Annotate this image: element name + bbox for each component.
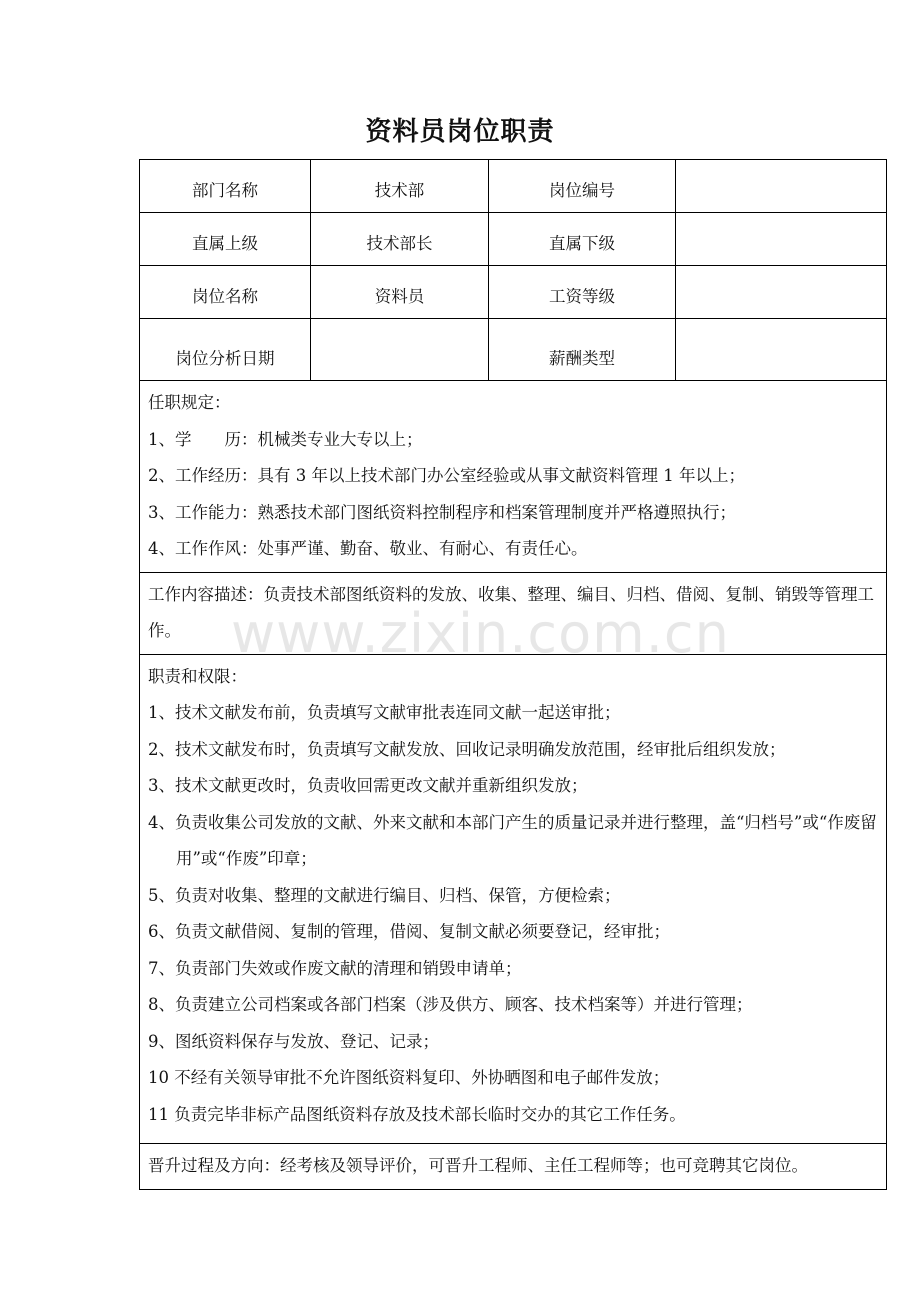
label-direct-superior: 直属上级 bbox=[140, 213, 311, 266]
value-position-number bbox=[676, 160, 887, 213]
responsibility-item: 10 不经有关领导审批不允许图纸资料复印、外协晒图和电子邮件发放； bbox=[148, 1068, 670, 1087]
value-department-name: 技术部 bbox=[311, 160, 489, 213]
responsibilities-heading: 职责和权限： bbox=[148, 666, 247, 686]
qualification-item: 3、工作能力：熟悉技术部门图纸资料控制程序和档案管理制度并严格遵照执行； bbox=[148, 502, 736, 522]
promotion-text: 晋升过程及方向：经考核及领导评价，可晋升工程师、主任工程师等；也可竞聘其它岗位。 bbox=[148, 1156, 808, 1175]
label-compensation-type: 薪酬类型 bbox=[489, 319, 676, 381]
responsibility-item: 4、负责收集公司发放的文献、外来文献和本部门产生的质量记录并进行整理，盖“归档号”或“作废留用”或“作废”印章； bbox=[148, 812, 877, 868]
qualification-item: 4、工作作风：处事严谨、勤奋、敬业、有耐心、有责任心。 bbox=[148, 539, 588, 558]
work-description-text: 工作内容描述：负责技术部图纸资料的发放、收集、整理、编目、归档、借阅、复制、销毁等管理工作。 bbox=[148, 584, 874, 640]
value-analysis-date bbox=[311, 319, 489, 381]
responsibilities-section bbox=[140, 654, 887, 1144]
value-position-name: 资料员 bbox=[311, 266, 489, 319]
watermark: www.zixin.com.cn bbox=[231, 602, 730, 665]
responsibility-item: 1、技术文献发布前，负责填写文献审批表连同文献一起送审批； bbox=[148, 703, 621, 722]
qualifications-heading: 任职规定： bbox=[148, 393, 231, 412]
qualifications-section bbox=[140, 381, 887, 573]
label-department-name: 部门名称 bbox=[140, 160, 311, 213]
promotion-section bbox=[140, 1144, 887, 1190]
qualification-item: 1、学 历：机械类专业大专以上； bbox=[148, 429, 423, 449]
label-analysis-date: 岗位分析日期 bbox=[140, 319, 311, 381]
grid-row-position bbox=[140, 266, 887, 319]
responsibility-item: 7、负责部门失效或作废文献的清理和销毁申请单； bbox=[148, 958, 522, 978]
value-direct-subordinate bbox=[676, 213, 887, 266]
responsibility-item: 6、负责文献借阅、复制的管理，借阅、复制文献必须要登记，经审批； bbox=[148, 922, 670, 941]
work-description-row bbox=[140, 572, 887, 654]
responsibility-item: 2、技术文献发布时，负责填写文献发放、回收记录明确发放范围，经审批后组织发放； bbox=[148, 739, 786, 759]
work-description-section bbox=[140, 572, 887, 654]
page-title: 资料员岗位职责 bbox=[365, 117, 555, 147]
grid-row-superior bbox=[140, 213, 887, 266]
job-duty-table bbox=[139, 159, 887, 1190]
value-salary-grade bbox=[676, 266, 887, 319]
responsibility-item: 8、负责建立公司档案或各部门档案（涉及供方、顾客、技术档案等）并进行管理； bbox=[148, 995, 753, 1014]
grid-row-department bbox=[140, 160, 887, 213]
responsibility-item: 11 负责完毕非标产品图纸资料存放及技术部长临时交办的其它工作任务。 bbox=[148, 1104, 686, 1124]
grid-row-analysis bbox=[140, 319, 887, 381]
label-position-number: 岗位编号 bbox=[489, 160, 676, 213]
responsibility-item: 5、负责对收集、整理的文献进行编目、归档、保管，方便检索； bbox=[148, 885, 621, 905]
responsibility-item: 9、图纸资料保存与发放、登记、记录； bbox=[148, 1031, 439, 1051]
label-salary-grade: 工资等级 bbox=[489, 266, 676, 319]
qualification-item: 2、工作经历：具有 3 年以上技术部门办公室经验或从事文献资料管理 1 年以上； bbox=[148, 466, 745, 485]
label-position-name: 岗位名称 bbox=[140, 266, 311, 319]
responsibility-item: 3、技术文献更改时，负责收回需更改文献并重新组织发放； bbox=[148, 776, 588, 795]
label-direct-subordinate: 直属下级 bbox=[489, 213, 676, 266]
qualifications-row bbox=[140, 381, 887, 573]
promotion-row bbox=[140, 1144, 887, 1190]
value-direct-superior: 技术部长 bbox=[311, 213, 489, 266]
value-compensation-type bbox=[676, 319, 887, 381]
responsibilities-row bbox=[140, 654, 887, 1144]
